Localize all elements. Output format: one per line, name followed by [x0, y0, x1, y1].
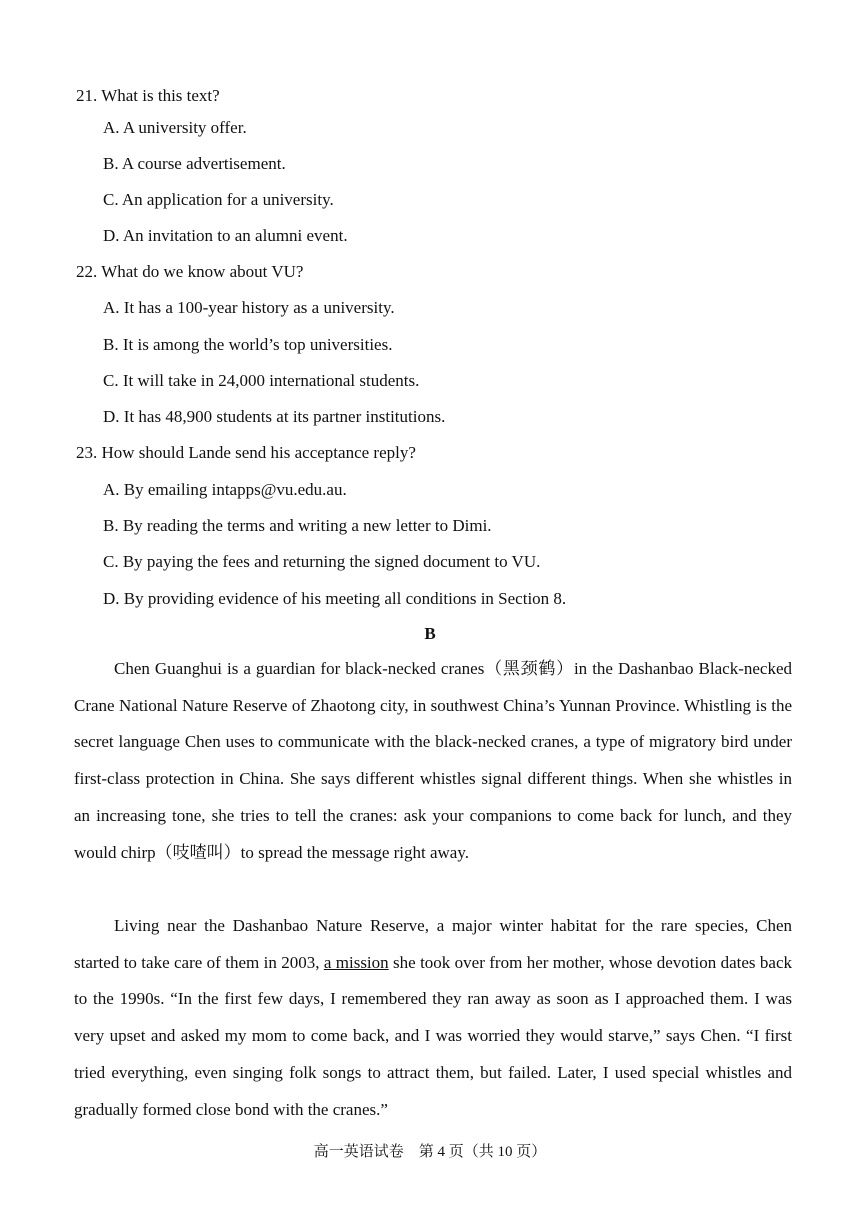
question-23-stem: 23. How should Lande send his acceptance reply?: [76, 443, 416, 462]
question-21-option-a: A. A university offer.: [103, 118, 247, 137]
question-23-option-d: D. By providing evidence of his meeting all conditions in Section 8.: [103, 589, 567, 608]
question-21-option-d: D. An invitation to an alumni event.: [103, 226, 348, 245]
underlined-phrase: a mission: [323, 952, 389, 972]
question-22-option-c: C. It will take in 24,000 international students.: [103, 371, 420, 390]
question-23-option-c: C. By paying the fees and returning the signed document to VU.: [103, 552, 541, 571]
question-21-option-b: B. A course advertisement.: [103, 154, 286, 173]
paragraph-1-text: Chen Guanghui is a guardian for black-necked cranes（黑颈鹤）in the Dashanbao Black-necked Crane National Nature Reserve of Zhaotong city, in southwest China’s Yunnan Province. Whistling is the secret language Chen uses to communicate with the black-necked cranes, a type of migratory bird under first-class protection in China. She says different whistles signal different things. When she whistles in an increasing tone, she tries to tell the cranes: ask your companions to come back for lunch, and they would chirp（吱喳叫）to spread the message right away.: [74, 659, 792, 862]
question-22-option-a: A. It has a 100-year history as a university.: [103, 298, 395, 317]
question-23-option-b: B. By reading the terms and writing a new letter to Dimi.: [103, 516, 492, 535]
section-heading: B: [424, 624, 436, 643]
question-22-option-d: D. It has 48,900 students at its partner institutions.: [103, 407, 446, 426]
paragraph-2-text-start: Living near the Dashanbao Nature Reserve, a major winter habitat for the rare species, Chen started to take care of them in 2003,: [74, 916, 792, 972]
question-22-stem: 22. What do we know about VU?: [76, 262, 304, 281]
question-21-option-c: C. An application for a university.: [103, 190, 334, 209]
passage-paragraph-1: [74, 651, 792, 871]
paragraph-2-text-end: she took over from her mother, whose devotion dates back to the 1990s. “In the first few days, I remembered they ran away as soon as I approached them. I was very upset and asked my mom to come back, and I was worried they would starve,” says Chen. “I first tried everything, even singing folk songs to attract them, but failed. Later, I used special whistles and gradually formed close bond with the cranes.”: [74, 952, 792, 1119]
passage-paragraph-2: [74, 908, 792, 1128]
question-23-option-a: A. By emailing intapps@vu.edu.au.: [103, 480, 347, 499]
page-footer: 高一英语试卷 第 4 页（共 10 页）: [313, 1144, 547, 1160]
question-22-option-b: B. It is among the world’s top universities.: [103, 335, 393, 354]
question-21-stem: 21. What is this text?: [76, 86, 220, 105]
